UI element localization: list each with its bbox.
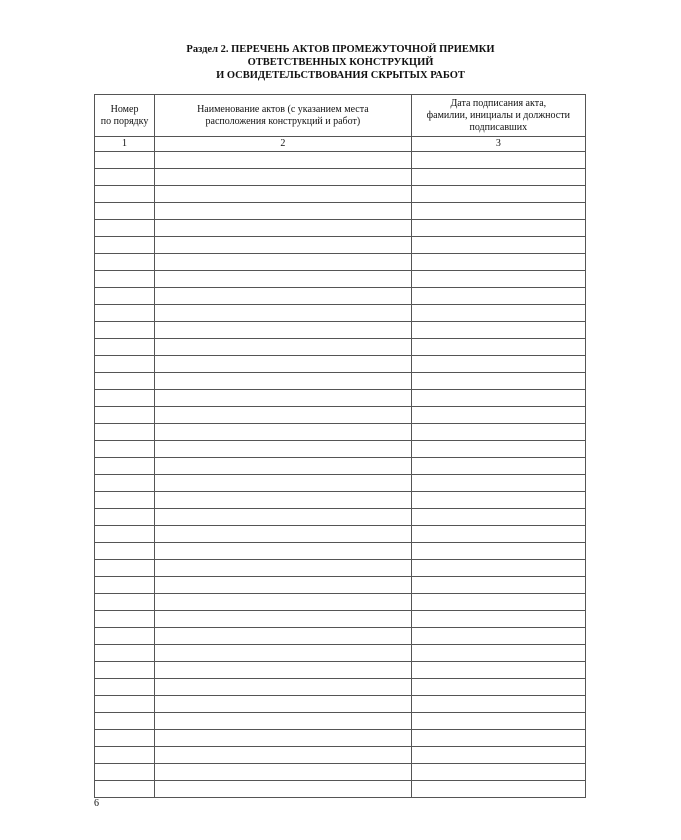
- table-cell[interactable]: [155, 407, 412, 424]
- table-cell[interactable]: [411, 407, 585, 424]
- table-cell[interactable]: [155, 186, 412, 203]
- table-cell[interactable]: [95, 407, 155, 424]
- table-cell[interactable]: [155, 662, 412, 679]
- table-header-row: [95, 95, 586, 137]
- header-number-line-2: по порядку: [100, 115, 149, 127]
- table-cell[interactable]: [411, 679, 585, 696]
- table-cell[interactable]: [411, 577, 585, 594]
- table-cell[interactable]: [411, 509, 585, 526]
- table-cell[interactable]: [95, 441, 155, 458]
- header-signing-line-2: фамилии, инициалы и должности: [426, 109, 570, 121]
- table-cell[interactable]: [411, 526, 585, 543]
- table-row: [95, 577, 586, 594]
- title-line-3: И ОСВИДЕТЕЛЬСТВОВАНИЯ СКРЫТЫХ РАБОТ: [216, 70, 465, 81]
- table-cell[interactable]: [411, 611, 585, 628]
- table-cell[interactable]: [411, 492, 585, 509]
- table-cell[interactable]: [155, 764, 412, 781]
- table-row: [95, 662, 586, 679]
- table-row: [95, 424, 586, 441]
- header-number-line-1: Номер: [110, 103, 139, 115]
- table-cell[interactable]: [411, 424, 585, 441]
- table-cell[interactable]: [411, 543, 585, 560]
- table-cell[interactable]: [411, 662, 585, 679]
- header-signing-line-3: подписавших: [469, 121, 528, 133]
- table-cell[interactable]: [411, 271, 585, 288]
- table-cell[interactable]: [95, 577, 155, 594]
- table-row: [95, 390, 586, 407]
- table-row: [95, 356, 586, 373]
- table-cell[interactable]: [95, 220, 155, 237]
- table-cell[interactable]: [155, 611, 412, 628]
- acts-register-table: [94, 94, 586, 798]
- table-row: [95, 373, 586, 390]
- table-cell[interactable]: [95, 237, 155, 254]
- table-cell[interactable]: [95, 611, 155, 628]
- table-cell[interactable]: [95, 696, 155, 713]
- table-cell[interactable]: [155, 645, 412, 662]
- table-cell[interactable]: [95, 509, 155, 526]
- table-row: [95, 254, 586, 271]
- table-cell[interactable]: [95, 526, 155, 543]
- table-row: [95, 543, 586, 560]
- table-row: [95, 169, 586, 186]
- table-cell[interactable]: [95, 152, 155, 169]
- column-number-row: [95, 137, 586, 152]
- table-row: [95, 492, 586, 509]
- table-cell[interactable]: [411, 305, 585, 322]
- table-cell[interactable]: [155, 492, 412, 509]
- table-cell[interactable]: [155, 594, 412, 611]
- table-cell[interactable]: [155, 747, 412, 764]
- table-row: [95, 203, 586, 220]
- table-cell[interactable]: [95, 305, 155, 322]
- table-cell[interactable]: [95, 679, 155, 696]
- header-act-name: [155, 95, 412, 137]
- table-cell[interactable]: [95, 458, 155, 475]
- table-cell[interactable]: [95, 254, 155, 271]
- table-row: [95, 220, 586, 237]
- table-row: [95, 475, 586, 492]
- column-number-3: 3: [411, 137, 585, 152]
- table-cell[interactable]: [155, 288, 412, 305]
- table-cell[interactable]: [95, 662, 155, 679]
- table-cell[interactable]: [411, 288, 585, 305]
- table-cell[interactable]: [411, 186, 585, 203]
- table-cell[interactable]: [155, 628, 412, 645]
- table-cell[interactable]: [155, 458, 412, 475]
- table-cell[interactable]: [411, 356, 585, 373]
- table-row: [95, 509, 586, 526]
- table-row: [95, 560, 586, 577]
- table-cell[interactable]: [411, 781, 585, 798]
- table-cell[interactable]: [155, 577, 412, 594]
- table-row: [95, 696, 586, 713]
- table-row: [95, 441, 586, 458]
- table-cell[interactable]: [411, 237, 585, 254]
- table-cell[interactable]: [411, 560, 585, 577]
- table-cell[interactable]: [411, 696, 585, 713]
- table-cell[interactable]: [411, 747, 585, 764]
- table-cell[interactable]: [411, 390, 585, 407]
- table-cell[interactable]: [411, 441, 585, 458]
- table-cell[interactable]: [411, 628, 585, 645]
- table-cell[interactable]: [95, 322, 155, 339]
- table-cell[interactable]: [155, 441, 412, 458]
- table-cell[interactable]: [155, 526, 412, 543]
- table-cell[interactable]: [155, 560, 412, 577]
- table-cell[interactable]: [411, 730, 585, 747]
- table-cell[interactable]: [155, 305, 412, 322]
- table-row: [95, 458, 586, 475]
- header-signing-info: [411, 95, 585, 137]
- table-row: [95, 288, 586, 305]
- table-cell[interactable]: [155, 679, 412, 696]
- table-cell[interactable]: [411, 322, 585, 339]
- table-row: [95, 322, 586, 339]
- table-cell[interactable]: [95, 781, 155, 798]
- table-cell[interactable]: [95, 492, 155, 509]
- table-row: [95, 764, 586, 781]
- table-cell[interactable]: [155, 509, 412, 526]
- table-row: [95, 186, 586, 203]
- table-cell[interactable]: [95, 339, 155, 356]
- page-number: 6: [94, 798, 99, 809]
- table-cell[interactable]: [95, 271, 155, 288]
- table-cell[interactable]: [411, 339, 585, 356]
- table-cell[interactable]: [155, 696, 412, 713]
- table-cell[interactable]: [95, 713, 155, 730]
- table-cell[interactable]: [95, 203, 155, 220]
- table-row: [95, 152, 586, 169]
- table-cell[interactable]: [95, 390, 155, 407]
- table-cell[interactable]: [411, 594, 585, 611]
- table-row: [95, 339, 586, 356]
- table-cell[interactable]: [411, 475, 585, 492]
- table-cell[interactable]: [95, 764, 155, 781]
- table-cell[interactable]: [155, 271, 412, 288]
- header-signing-line-1: Дата подписания акта,: [450, 97, 547, 109]
- title-line-1: Раздел 2. ПЕРЕЧЕНЬ АКТОВ ПРОМЕЖУТОЧНОЙ ПРИЕМКИ: [186, 44, 495, 55]
- table-cell[interactable]: [95, 373, 155, 390]
- header-act-name-line-1: Наименование актов (с указанием места: [197, 103, 369, 115]
- table-row: [95, 526, 586, 543]
- table-cell[interactable]: [95, 645, 155, 662]
- table-cell[interactable]: [95, 288, 155, 305]
- table-cell[interactable]: [155, 730, 412, 747]
- table-cell[interactable]: [411, 254, 585, 271]
- table-cell[interactable]: [155, 373, 412, 390]
- table-row: [95, 305, 586, 322]
- table-cell[interactable]: [95, 730, 155, 747]
- table-cell[interactable]: [411, 152, 585, 169]
- table-cell[interactable]: [155, 203, 412, 220]
- table-cell[interactable]: [155, 169, 412, 186]
- table-row: [95, 781, 586, 798]
- table-cell[interactable]: [155, 543, 412, 560]
- table-row: [95, 611, 586, 628]
- column-number-1: 1: [95, 137, 155, 152]
- table-cell[interactable]: [411, 169, 585, 186]
- table-cell[interactable]: [95, 747, 155, 764]
- header-act-name-line-2: расположения конструкций и работ): [205, 115, 361, 127]
- table-cell[interactable]: [411, 220, 585, 237]
- table-cell[interactable]: [95, 543, 155, 560]
- table-cell[interactable]: [95, 560, 155, 577]
- table-cell[interactable]: [95, 475, 155, 492]
- table-cell[interactable]: [155, 356, 412, 373]
- table-row: [95, 747, 586, 764]
- table-row: [95, 645, 586, 662]
- table-cell[interactable]: [155, 713, 412, 730]
- table-cell[interactable]: [95, 424, 155, 441]
- table-cell[interactable]: [411, 764, 585, 781]
- table-row: [95, 713, 586, 730]
- table-cell[interactable]: [95, 169, 155, 186]
- table-row: [95, 271, 586, 288]
- header-number: [95, 95, 155, 137]
- table-cell[interactable]: [411, 373, 585, 390]
- section-title: [0, 43, 681, 82]
- table-cell[interactable]: [411, 645, 585, 662]
- table-cell[interactable]: [411, 458, 585, 475]
- table-cell[interactable]: [95, 186, 155, 203]
- table-cell[interactable]: [155, 152, 412, 169]
- table-row: [95, 407, 586, 424]
- column-number-2: 2: [155, 137, 412, 152]
- table-row: [95, 628, 586, 645]
- table-cell[interactable]: [155, 322, 412, 339]
- table-cell[interactable]: [95, 628, 155, 645]
- table-cell[interactable]: [155, 237, 412, 254]
- table-cell[interactable]: [95, 594, 155, 611]
- table-cell[interactable]: [155, 424, 412, 441]
- table-cell[interactable]: [155, 781, 412, 798]
- table-cell[interactable]: [95, 356, 155, 373]
- title-line-2: ОТВЕТСТВЕННЫХ КОНСТРУКЦИЙ: [247, 57, 434, 68]
- table-cell[interactable]: [155, 220, 412, 237]
- table-cell[interactable]: [411, 203, 585, 220]
- table-cell[interactable]: [155, 475, 412, 492]
- table-cell[interactable]: [411, 713, 585, 730]
- table-cell[interactable]: [155, 254, 412, 271]
- table-row: [95, 237, 586, 254]
- table-body: [95, 152, 586, 798]
- table-cell[interactable]: [155, 339, 412, 356]
- table-row: [95, 730, 586, 747]
- table-row: [95, 679, 586, 696]
- table-row: [95, 594, 586, 611]
- table-cell[interactable]: [155, 390, 412, 407]
